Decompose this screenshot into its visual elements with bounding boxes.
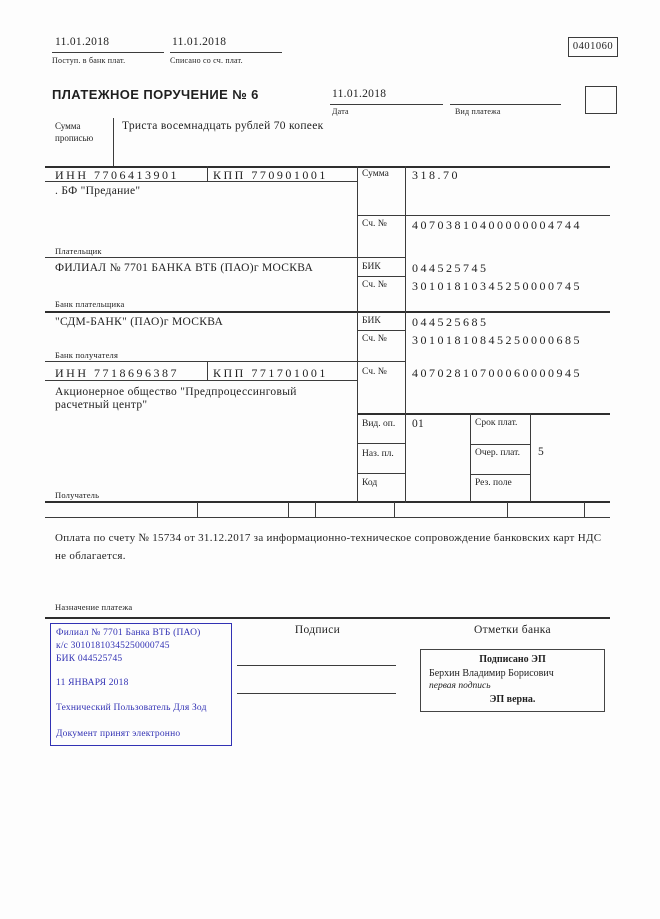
payer-bank-bik: 044525745 (412, 261, 489, 275)
srok-plat-label: Срок плат. (475, 418, 518, 428)
payee-account-label: Сч. № (362, 367, 387, 377)
payee-name-line1: Акционерное общество "Предпроцессинговый (55, 386, 297, 398)
bank-acceptance-stamp (50, 623, 232, 746)
payer-bank-account-label: Сч. № (362, 280, 387, 290)
signature-stamp-title: Подписано ЭП (479, 654, 546, 665)
payer-inn-kpp-divider (207, 166, 208, 182)
payee-bank-section-label: Банк получателя (55, 350, 119, 360)
payee-name-line2: расчетный центр" (55, 399, 148, 411)
tax-row-divider (394, 502, 395, 518)
amount-words-label: Сумма прописью (55, 121, 94, 143)
ocher-plat-value: 5 (538, 446, 545, 458)
main-column-divider (357, 166, 358, 503)
vid-op-line (357, 443, 405, 444)
date-received-value: 11.01.2018 (55, 36, 110, 48)
stamp-user: Технический Пользователь Для Зод (56, 703, 207, 713)
kod-label: Код (362, 478, 378, 488)
doc-date-label: Дата (332, 107, 349, 116)
payer-bank-account: 30101810345250000745 (412, 279, 582, 293)
document-title: ПЛАТЕЖНОЕ ПОРУЧЕНИЕ № 6 (52, 87, 259, 102)
rez-pole-label: Рез. поле (475, 478, 512, 488)
purpose-section-line (45, 617, 610, 619)
signature-stamp-type: первая подпись (429, 681, 491, 691)
form-code-box (568, 37, 618, 57)
payee-bik-divider (357, 330, 405, 331)
payer-bank-section-label: Банк плательщика (55, 299, 125, 309)
date-debited-label: Списано со сч. плат. (170, 56, 243, 65)
payment-kind-underline (450, 104, 561, 105)
payer-bank-name: ФИЛИАЛ № 7701 БАНКА ВТБ (ПАО)г МОСКВА (55, 262, 314, 274)
stamp-bik: БИК 044525745 (56, 654, 123, 664)
ops-grid-right-divider (530, 413, 531, 502)
payer-inn: ИНН 7706413901 (55, 168, 179, 182)
payer-bank-bik-label: БИК (362, 262, 381, 272)
bank-marks-heading: Отметки банка (474, 624, 551, 636)
vid-op-value: 01 (412, 418, 425, 430)
doc-date-underline (330, 104, 443, 105)
ops-grid-top-line (357, 413, 610, 415)
payee-inn-kpp-divider (207, 361, 208, 381)
date-debited-value: 11.01.2018 (172, 36, 227, 48)
payee-section-label: Получатель (55, 490, 100, 500)
payer-account-label: Сч. № (362, 219, 387, 229)
amount-words-divider (113, 118, 114, 167)
naz-pl-label: Наз. пл. (362, 449, 394, 459)
payee-bank-name: "СДМ-БАНК" (ПАО)г МОСКВА (55, 316, 224, 328)
signature-line-2 (237, 693, 396, 694)
vid-op-label: Вид. оп. (362, 419, 396, 429)
payee-kpp: КПП 771701001 (213, 366, 328, 380)
purpose-section-label: Назначение платежа (55, 602, 133, 612)
signature-line-1 (237, 665, 396, 666)
stamp-date: 11 ЯНВАРЯ 2018 (56, 678, 129, 688)
payee-bank-bik: 044525685 (412, 315, 489, 329)
ocher-plat-label: Очер. плат. (475, 448, 520, 458)
date-debited-underline (170, 52, 282, 53)
payer-section-line (45, 257, 405, 258)
ocher-plat-line (470, 474, 530, 475)
payee-section-line (45, 501, 610, 503)
tax-row-bottom-line (45, 517, 610, 518)
sum-label: Сумма (362, 169, 389, 179)
ops-grid-left-divider (470, 413, 471, 502)
naz-pl-line (357, 473, 405, 474)
payee-bank-account-label: Сч. № (362, 334, 387, 344)
tax-row-divider (197, 502, 198, 518)
stamp-corr-account: к/с 30101810345250000745 (56, 641, 170, 651)
date-received-underline (52, 52, 164, 53)
form-code: 0401060 (572, 41, 614, 52)
tax-row-divider (507, 502, 508, 518)
tax-row-divider (584, 502, 585, 518)
payer-bik-divider (357, 276, 405, 277)
payer-bank-section-line (45, 311, 610, 313)
signature-stamp-verified: ЭП верна. (489, 694, 536, 705)
srok-plat-line (470, 444, 530, 445)
tax-row-divider (315, 502, 316, 518)
signature-stamp-box (420, 649, 605, 712)
stamp-note: Документ принят электронно (56, 729, 181, 739)
purpose-text: Оплата по счету № 15734 от 31.12.2017 за информационно-техническое сопровождение банковских карт НДС не облагается. (55, 532, 602, 562)
payee-bank-account: 30101810845250000685 (412, 333, 582, 347)
payer-name: . БФ "Предание" (55, 185, 141, 197)
label-column-divider (405, 166, 406, 503)
payer-kpp: КПП 770901001 (213, 168, 328, 182)
signatures-heading: Подписи (294, 624, 341, 636)
doc-date-value: 11.01.2018 (332, 88, 387, 100)
signature-stamp-signer: Берхин Владимир Борисович (429, 668, 554, 679)
payee-inn: ИНН 7718696387 (55, 366, 179, 380)
payee-account: 40702810700060000945 (412, 366, 582, 380)
payer-section-label: Плательщик (55, 246, 102, 256)
stamp-bank-name: Филиал № 7701 Банка ВТБ (ПАО) (56, 628, 201, 638)
payer-account: 40703810400000004744 (412, 218, 582, 232)
sum-value: 318.70 (412, 168, 460, 182)
sum-row-line (357, 215, 610, 216)
date-received-label: Поступ. в банк плат. (52, 56, 126, 65)
payment-kind-label: Вид платежа (455, 107, 501, 116)
tax-row-divider (288, 502, 289, 518)
payee-bank-section-line (45, 361, 405, 362)
payee-bank-bik-label: БИК (362, 316, 381, 326)
payment-kind-box (585, 86, 617, 114)
amount-words-value: Триста восемнадцать рублей 70 копеек (122, 120, 324, 132)
